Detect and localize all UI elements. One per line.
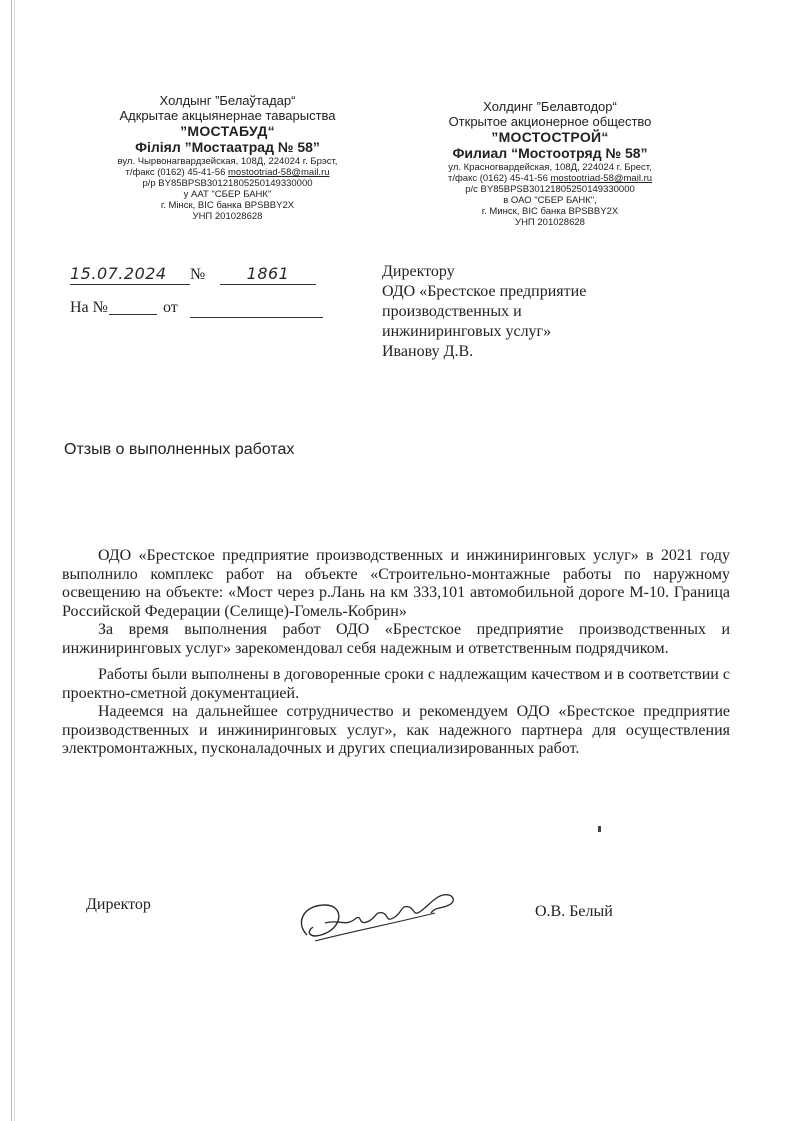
phone-fax: т/факс (0162) 45-41-56	[125, 167, 228, 178]
reference-label: На №	[70, 299, 108, 316]
unp-number: УНП 201028628	[192, 211, 263, 222]
holding-name: Холдинг ”Белавтодор“	[483, 99, 617, 114]
company-name: ”МОСТОСТРОЙ“	[491, 129, 609, 145]
email-link[interactable]: mostootriad-58@mail.ru	[228, 167, 330, 178]
addressee-line: Директору	[382, 263, 455, 280]
body-paragraph: Работы были выполнены в договоренные сроки с надлежащим качеством и в соответствии с проектно-сметной документацией.	[62, 666, 730, 702]
letterhead-russian	[420, 99, 680, 228]
scan-edge-line	[11, 0, 12, 1121]
letter-subject: Отзыв о выполненных работах	[64, 441, 295, 458]
bank-name: в ОАО "СБЕР БАНК",	[503, 195, 597, 206]
body-paragraph: ОДО «Брестское предприятие производственных и инжиниринговых услуг» в 2021 году выполнило комплекс работ на объекте «Строительно-монтажные работы по наружному освещению на объекте: «Мост через р.Лань на км 333,101 автомобильной дороге М-10. Граница Российской Федерации (Селище)-Гомель-Кобрин»	[62, 547, 730, 620]
letterhead-belarusian	[100, 93, 355, 222]
bank-city-bic: г. Мінск, BIC банка BPSBBY2X	[160, 200, 295, 211]
bank-city-bic: г. Минск, BIC банка BPSBBY2X	[481, 206, 619, 217]
company-contacts	[100, 167, 355, 178]
addressee-block	[382, 262, 586, 362]
bank-account: р/р BY85BPSB30121805250149330000	[142, 178, 313, 189]
reference-number-blank	[109, 314, 157, 315]
scan-mark	[598, 826, 601, 832]
unp-number: УНП 201028628	[515, 217, 585, 228]
reference-date-blank	[190, 317, 323, 318]
email-link[interactable]: mostootriad-58@mail.ru	[550, 173, 653, 184]
addressee-line: ОДО «Брестское предприятие	[382, 283, 587, 300]
bank-name: у ААТ "СБЕР БАНК"	[183, 189, 272, 200]
signatory-title: Директор	[86, 896, 151, 913]
phone-fax: т/факс (0162) 45-41-56	[447, 173, 551, 184]
outgoing-number: 1861	[220, 264, 316, 285]
addressee-line: инжиниринговых услуг»	[382, 323, 552, 340]
branch-name: Філіял ”Мостаатрад № 58”	[135, 139, 320, 155]
company-address: вул. Чырвонагвардзейская, 108Д, 224024 г. Брэст,	[117, 156, 338, 167]
holding-name: Холдынг ”Белаўтадар“	[159, 93, 296, 108]
company-address: ул. Красногвардейская, 108Д, 224024 г. Брест,	[448, 162, 652, 173]
handwritten-signature	[285, 883, 465, 953]
company-type: Адкрытае акцыянернае таварыства	[119, 108, 336, 123]
company-type: Открытое акционерное общество	[448, 114, 652, 129]
scan-edge-line	[14, 0, 15, 1121]
body-paragraph: Надеемся на дальнейшее сотрудничество и рекомендуем ОДО «Брестское предприятие производственных и инжиниринговых услуг», как надежного партнера для осуществления электромонтажных, пусконаладочных и других специализированных работ.	[62, 703, 730, 757]
addressee-line: Иванову Д.В.	[382, 343, 474, 360]
company-contacts	[420, 173, 680, 184]
number-label: №	[190, 266, 206, 283]
body-paragraph: За время выполнения работ ОДО «Брестское предприятие производственных и инжиниринговых услуг» зарекомендовал себя надежным и ответственным подрядчиком.	[62, 621, 730, 657]
letter-body	[62, 547, 730, 759]
reference-from-label: от	[163, 299, 178, 316]
addressee-line: производственных и	[382, 303, 522, 320]
bank-account: р/с BY85BPSB30121805250149330000	[465, 184, 635, 195]
branch-name: Филиал “Мостоотряд № 58”	[452, 145, 648, 161]
outgoing-date: 15.07.2024	[70, 264, 190, 285]
signatory-name: О.В. Белый	[535, 903, 613, 920]
company-name: ”МОСТАБУД“	[180, 123, 275, 139]
